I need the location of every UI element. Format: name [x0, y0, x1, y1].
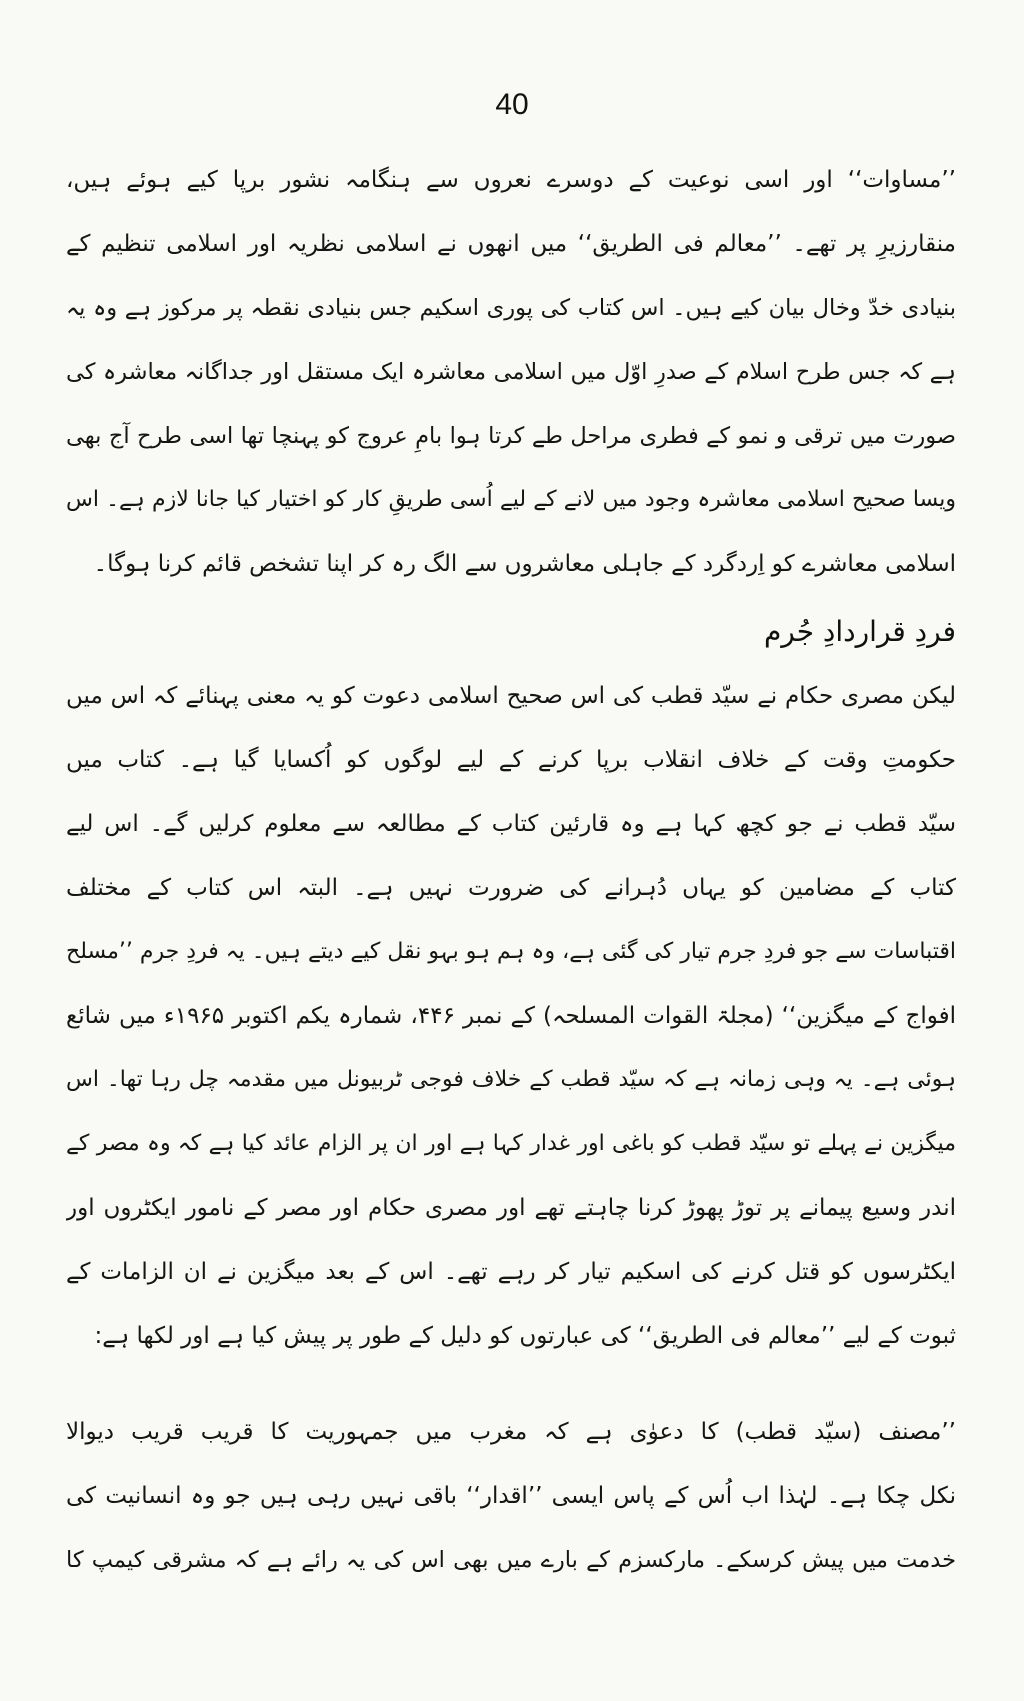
text-line: میگزین نے پہلے تو سیّد قطب کو باغی اور غدار کہا ہے اور ان پر الزام عائد کیا ہے کہ وہ مصر کے — [66, 1131, 956, 1156]
text-line: لیکن مصری حکام نے سیّد قطب کی اس صحیح اسلامی دعوت کو یہ معنی پہنائے کہ اس میں — [66, 683, 956, 709]
quote-paragraph — [66, 1400, 956, 1592]
text-line: ویسا صحیح اسلامی معاشرہ وجود میں لانے کے لیے اُسی طریقِ کار کو اختیار کیا جانا لازم ہے۔ اس — [66, 487, 956, 512]
text-line: افواج کے میگزین‘‘ (مجلۃ القوات المسلحہ) کے نمبر ۴۴۶، شمارہ یکم اکتوبر ۱۹۶۵ء میں شائع — [66, 1003, 956, 1029]
text-line: ایکٹرسوں کو قتل کرنے کی اسکیم تیار کر رہے تھے۔ اس کے بعد میگزین نے ان الزامات کے — [66, 1259, 956, 1285]
text-line: منقارزیرِ پر تھے۔ ’’معالم فی الطریق‘‘ میں انھوں نے اسلامی نظریہ اور اسلامی تنظیم کے — [66, 231, 956, 257]
page-number: 40 — [495, 88, 529, 121]
text-line: حکومتِ وقت کے خلاف انقلاب برپا کرنے کے لیے لوگوں کو اُکسایا گیا ہے۔ کتاب میں — [66, 747, 956, 773]
text-line: نکل چکا ہے۔ لہٰذا اب اُس کے پاس ایسی ’’اقدار‘‘ باقی نہیں رہی ہیں جو وہ انسانیت کی — [66, 1483, 956, 1509]
text-line: بنیادی خدّ وخال بیان کیے ہیں۔ اس کتاب کی پوری اسکیم جس بنیادی نقطہ پر مرکوز ہے وہ یہ — [66, 295, 956, 321]
text-line: ثبوت کے لیے ’’معالم فی الطریق‘‘ کی عبارتوں کو دلیل کے طور پر پیش کیا ہے اور لکھا ہے: — [94, 1323, 956, 1349]
text-line: ’’مصنف (سیّد قطب) کا دعوٰی ہے کہ مغرب میں جمہوریت کا قریب قریب دیوالا — [66, 1419, 956, 1445]
text-line: سیّد قطب نے جو کچھ کہا ہے وہ قارئین کتاب کے مطالعہ سے معلوم کرلیں گے۔ اس لیے — [66, 811, 956, 837]
text-line: ’’مساوات‘‘ اور اسی نوعیت کے دوسرے نعروں سے ہنگامہ نشور برپا کیے ہوئے ہیں، — [66, 167, 956, 193]
text-line: ہے کہ جس طرح اسلام کے صدرِ اوّل میں اسلامی معاشرہ ایک مستقل اور جداگانہ معاشرہ کی — [66, 359, 956, 385]
section-heading: فردِ قراردادِ جُرم — [763, 615, 956, 648]
text-line: اقتباسات سے جو فردِ جرم تیار کی گئی ہے، وہ ہم ہو بہو نقل کیے دیتے ہیں۔ یہ فردِ جرم ’’مسلح — [66, 939, 956, 964]
text-line: ہوئی ہے۔ یہ وہی زمانہ ہے کہ سیّد قطب کے خلاف فوجی ٹربیونل میں مقدمہ چل رہا تھا۔ اس — [66, 1067, 956, 1092]
body-paragraph — [66, 664, 956, 1368]
text-line: اندر وسیع پیمانے پر توڑ پھوڑ کرنا چاہتے تھے اور مصری حکام اور مصر کے نامور ایکٹروں اور — [66, 1195, 956, 1221]
text-line: صورت میں ترقی و نمو کے فطری مراحل طے کرتا ہوا بامِ عروج کو پہنچا تھا اسی طرح آج بھی — [66, 423, 956, 449]
text-line: خدمت میں پیش کرسکے۔ مارکسزم کے بارے میں بھی اس کی یہ رائے ہے کہ مشرقی کیمپ کا — [66, 1547, 956, 1573]
intro-paragraph — [66, 148, 956, 596]
text-line: کتاب کے مضامین کو یہاں دُہرانے کی ضرورت نہیں ہے۔ البتہ اس کتاب کے مختلف — [66, 875, 956, 901]
text-line: اسلامی معاشرے کو اِردگرد کے جاہلی معاشروں سے الگ رہ کر اپنا تشخص قائم کرنا ہوگا۔ — [93, 551, 956, 577]
